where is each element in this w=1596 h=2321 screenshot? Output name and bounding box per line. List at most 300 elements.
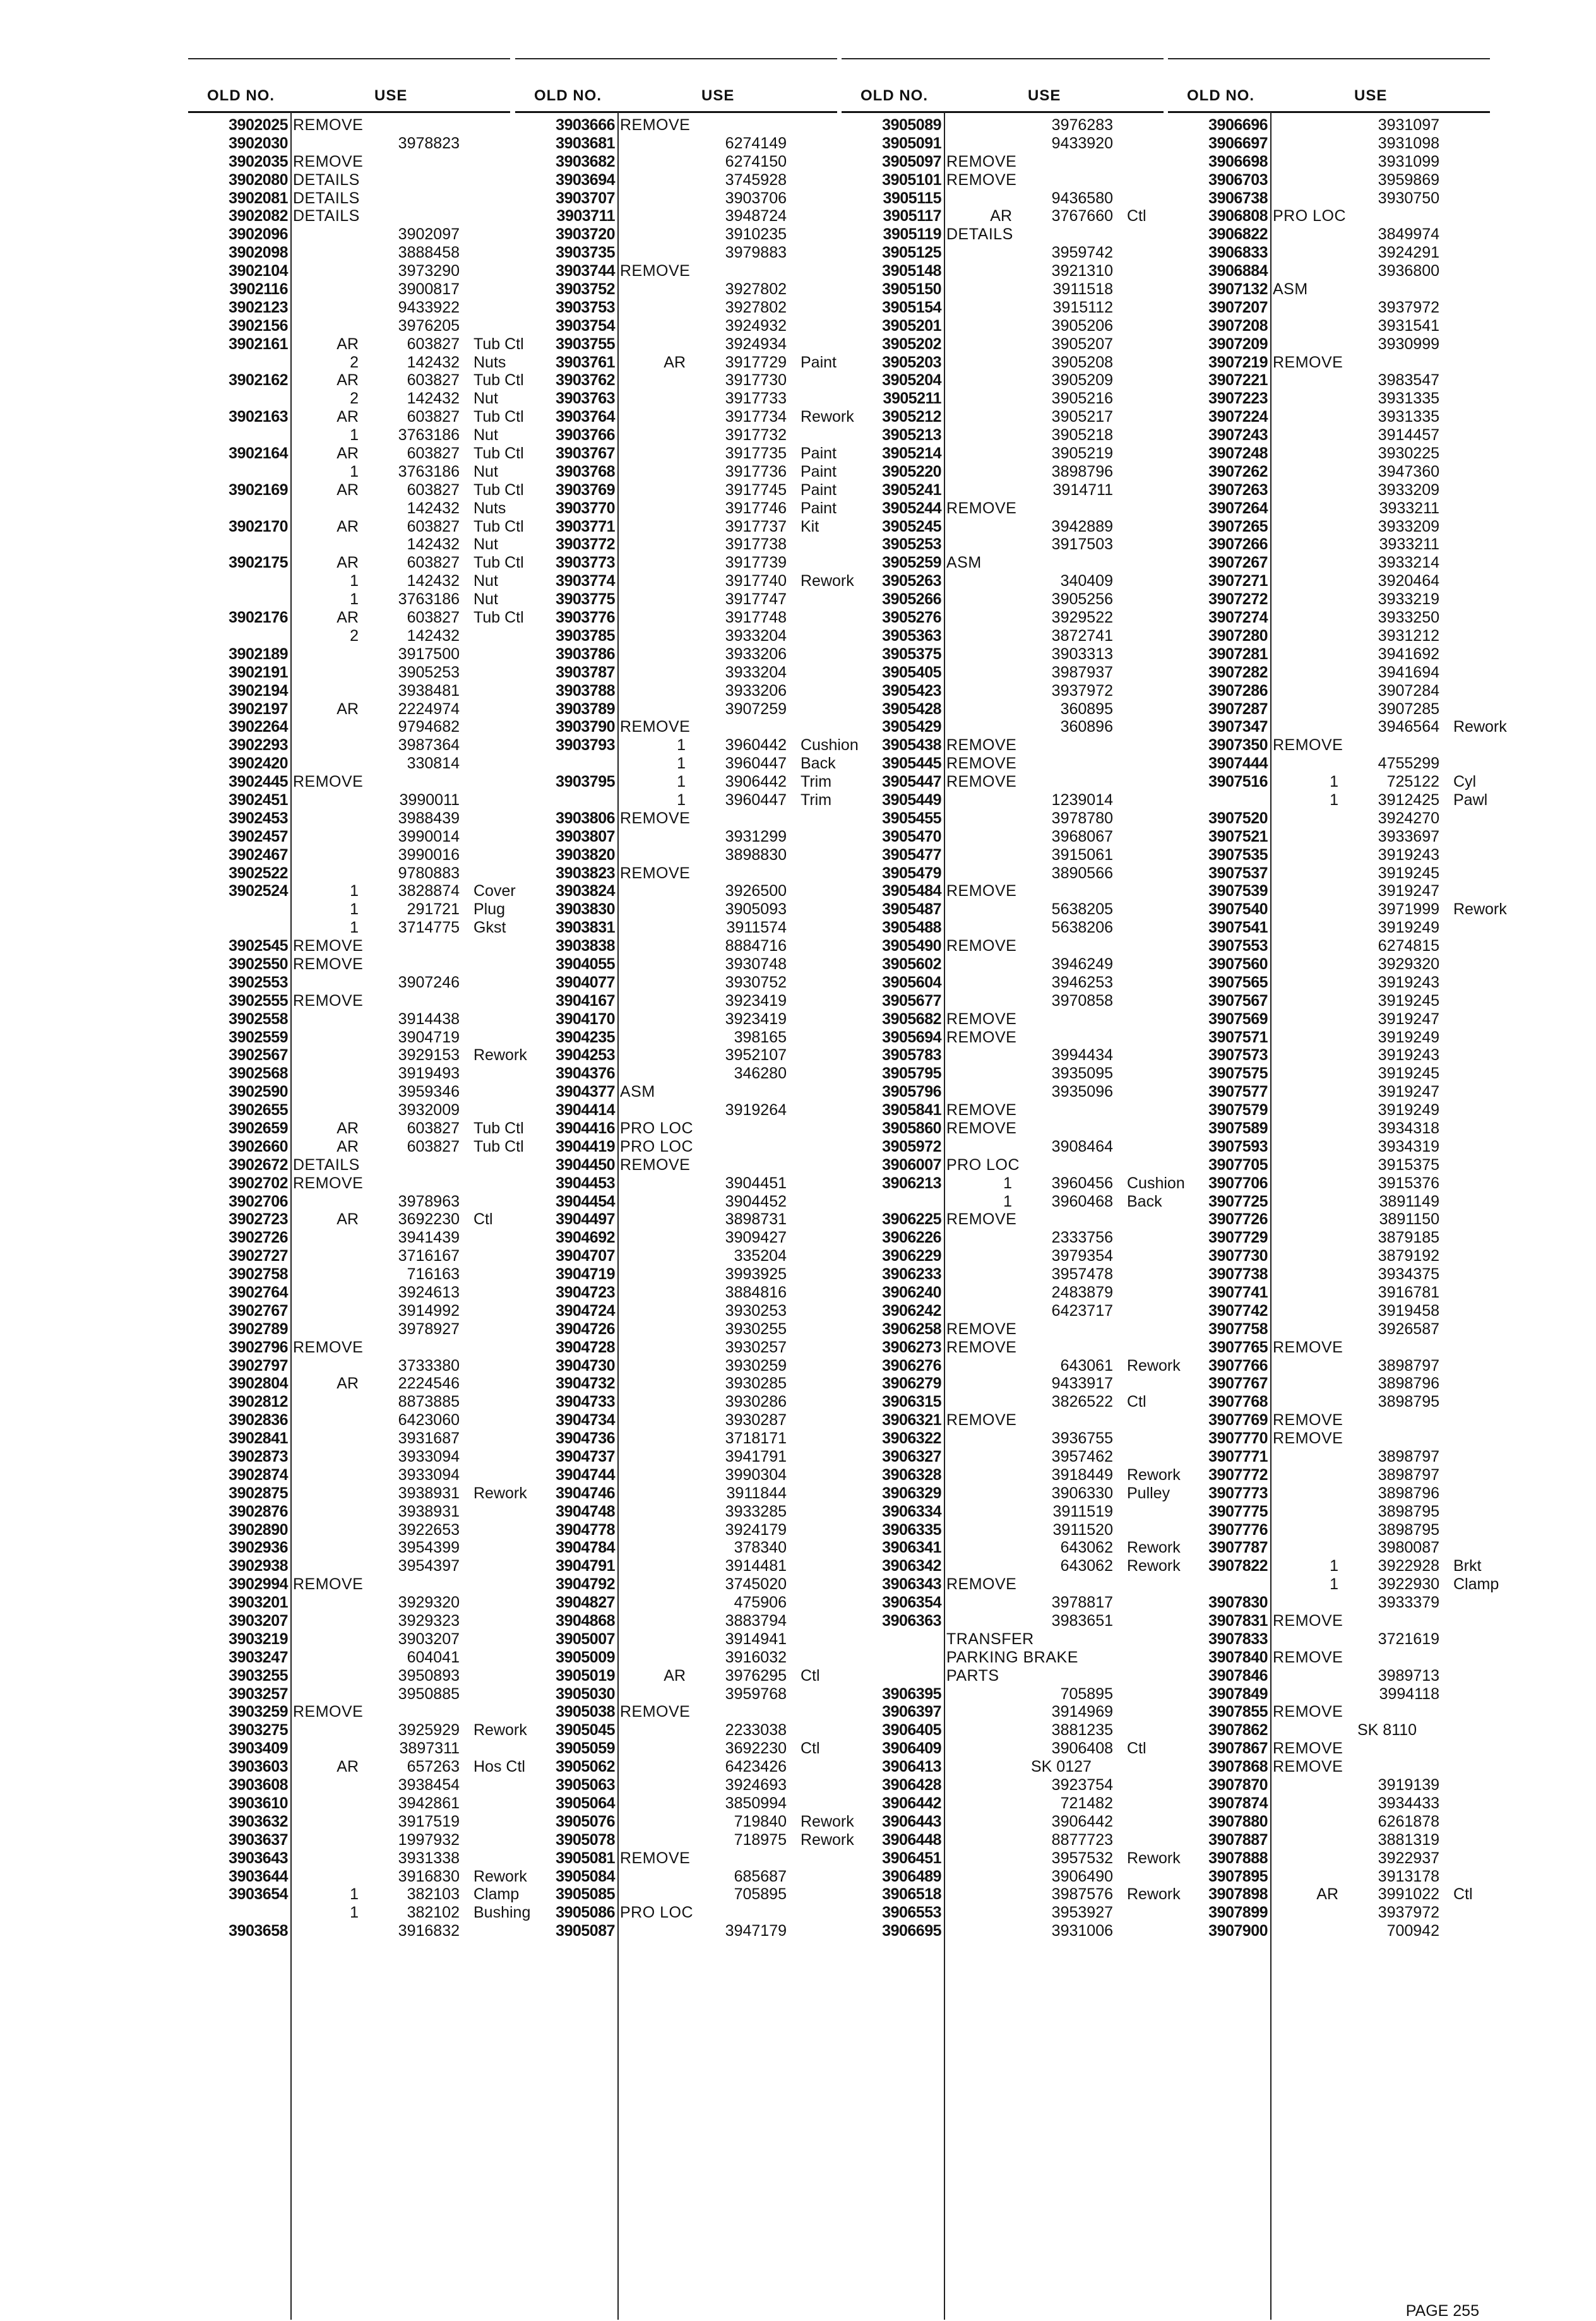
table-row — [515, 1448, 837, 1466]
old-number: 3906553 — [882, 1904, 941, 1922]
usage-note: Rework — [473, 1721, 527, 1739]
status-keyword: REMOVE — [946, 1028, 1017, 1046]
status-keyword: REMOVE — [620, 1703, 691, 1721]
table-row — [1168, 371, 1490, 390]
table-row — [515, 426, 837, 445]
old-number: 3905244 — [882, 499, 941, 517]
table-row — [1168, 280, 1490, 299]
usage-note: Rework — [1453, 900, 1507, 919]
replacement-part: 3938481 — [398, 681, 460, 700]
quantity: AR — [336, 445, 359, 463]
table-row — [188, 664, 510, 682]
old-number: 3906696 — [1208, 116, 1268, 134]
table-row — [842, 955, 1164, 974]
old-number: 3902706 — [229, 1192, 288, 1210]
table-row — [188, 736, 510, 755]
status-keyword: REMOVE — [946, 1411, 1017, 1429]
replacement-part: 3959742 — [1051, 244, 1113, 262]
replacement-part: 3763186 — [398, 462, 460, 480]
replacement-part: 3952107 — [725, 1046, 787, 1065]
table-row — [515, 1594, 837, 1612]
old-number: 3907867 — [1208, 1739, 1268, 1758]
old-number: 3907855 — [1208, 1703, 1268, 1721]
table-row — [842, 1193, 1164, 1211]
replacement-part: 3900817 — [398, 280, 460, 299]
usage-note: Rework — [801, 1830, 854, 1849]
table-row — [515, 1466, 837, 1484]
table-row — [1168, 1849, 1490, 1868]
status-keyword: PRO LOC — [620, 1137, 694, 1155]
old-number: 3907874 — [1208, 1794, 1268, 1812]
table-row — [842, 974, 1164, 992]
replacement-part: 3924179 — [725, 1520, 787, 1539]
old-number: 3903820 — [556, 845, 615, 864]
usage-note: Tub Ctl — [473, 371, 524, 390]
table-row — [515, 1812, 854, 1831]
old-number: 3903259 — [229, 1703, 288, 1721]
old-number: 3904414 — [556, 1101, 615, 1119]
replacement-part: 3919245 — [1378, 991, 1439, 1010]
status-keyword: REMOVE — [620, 116, 691, 134]
old-number: 3907741 — [1208, 1284, 1268, 1301]
old-number: 3904376 — [556, 1065, 615, 1083]
replacement-part: 3935096 — [1051, 1083, 1113, 1101]
replacement-part: 3917503 — [1051, 535, 1113, 554]
table-row — [515, 244, 837, 262]
old-number: 3905081 — [556, 1849, 615, 1867]
table-row — [188, 426, 510, 445]
old-number: 3905860 — [882, 1119, 941, 1137]
table-row — [515, 1065, 837, 1083]
old-number: 3903762 — [556, 371, 615, 390]
replacement-part: 3959346 — [398, 1083, 460, 1101]
table-row — [1168, 134, 1490, 153]
replacement-part: 603827 — [407, 408, 460, 426]
old-number: 3907725 — [1208, 1192, 1268, 1210]
replacement-part: 3898796 — [1378, 1484, 1439, 1502]
table-row — [1168, 1466, 1490, 1484]
replacement-part: 3872741 — [1051, 626, 1113, 645]
table-row — [1168, 1612, 1490, 1630]
replacement-part: 3978823 — [398, 134, 460, 152]
table-row — [188, 299, 510, 317]
replacement-part: 685687 — [734, 1867, 787, 1885]
old-number: 3902764 — [229, 1284, 288, 1301]
old-number: 3907224 — [1208, 408, 1268, 426]
table-row — [515, 645, 837, 664]
old-number: 3902123 — [229, 298, 288, 316]
table-row — [1168, 1284, 1490, 1302]
old-number: 3902293 — [229, 736, 288, 755]
old-number: 3905085 — [556, 1885, 615, 1904]
table-row — [842, 1484, 1170, 1503]
table-row — [842, 846, 1164, 864]
status-keyword: DETAILS — [293, 189, 360, 207]
usage-note: Cyl — [1453, 773, 1477, 791]
old-number: 3905115 — [883, 189, 941, 207]
table-row — [1168, 791, 1490, 809]
replacement-part: 3733380 — [398, 1356, 460, 1375]
old-number: 3905009 — [556, 1648, 615, 1666]
table-row — [515, 299, 837, 317]
table-row — [1168, 225, 1490, 244]
usage-note: Tub Ctl — [473, 1137, 524, 1155]
old-number: 3907767 — [1208, 1375, 1268, 1393]
old-number: 3906808 — [1208, 207, 1268, 225]
table-row — [842, 1229, 1164, 1247]
old-number: 3907207 — [1208, 298, 1268, 316]
replacement-part: 3933214 — [1378, 554, 1439, 572]
replacement-part: 3930225 — [1378, 445, 1439, 463]
old-number: 3906397 — [882, 1703, 941, 1721]
replacement-part: 3937972 — [1378, 298, 1439, 316]
table-row — [515, 609, 837, 627]
replacement-part: 3924934 — [725, 335, 787, 353]
old-number: 3905150 — [882, 280, 941, 299]
usage-note: Ctl — [473, 1210, 493, 1229]
old-number: 3906442 — [882, 1794, 941, 1812]
old-number: 3905455 — [882, 809, 941, 827]
old-number: 3903694 — [556, 170, 615, 189]
usage-note: Cushion — [801, 736, 859, 755]
old-number: 3905484 — [882, 882, 941, 900]
table-row — [515, 773, 837, 791]
old-number: 3903603 — [229, 1758, 288, 1776]
replacement-part: 3906330 — [1051, 1484, 1113, 1502]
replacement-part: 3917740 — [725, 572, 787, 590]
table-row — [1168, 1885, 1490, 1904]
replacement-part: 3931299 — [725, 827, 787, 845]
old-number: 3903824 — [556, 882, 615, 900]
replacement-part: 3983651 — [1051, 1612, 1113, 1630]
old-number: 3903409 — [229, 1739, 288, 1758]
old-number: 3905086 — [556, 1904, 615, 1922]
table-row — [188, 1539, 510, 1557]
replacement-part: 3881235 — [1051, 1721, 1113, 1739]
old-number: 3902558 — [229, 1010, 288, 1028]
table-row — [515, 1339, 837, 1357]
old-number: 3905084 — [556, 1867, 615, 1885]
table-row — [188, 1429, 510, 1448]
old-number: 3904724 — [556, 1301, 615, 1320]
replacement-part: 700942 — [1386, 1922, 1439, 1940]
old-number: 3902189 — [229, 645, 288, 663]
old-number: 3905062 — [556, 1758, 615, 1776]
table-row — [188, 134, 510, 153]
table-row — [188, 1758, 525, 1776]
old-number: 3903643 — [229, 1849, 288, 1867]
old-number: 3903772 — [556, 535, 615, 554]
status-keyword: REMOVE — [293, 152, 364, 170]
table-row — [515, 664, 837, 682]
replacement-part: 3919264 — [725, 1101, 787, 1119]
old-number: 3903766 — [556, 426, 615, 445]
table-row — [188, 1210, 510, 1229]
replacement-part: 3919243 — [1378, 845, 1439, 864]
old-number: 3903776 — [556, 609, 615, 627]
table-row — [842, 1465, 1181, 1484]
status-keyword: REMOVE — [946, 1010, 1017, 1028]
table-row — [515, 937, 837, 955]
old-number: 3907593 — [1208, 1137, 1268, 1155]
table-row — [188, 244, 510, 262]
table-row — [188, 1575, 510, 1594]
table-row — [842, 499, 1164, 518]
replacement-part: 3925929 — [398, 1721, 460, 1739]
old-number: 3906395 — [882, 1685, 941, 1703]
table-row — [842, 1356, 1181, 1375]
table-row — [515, 919, 837, 937]
replacement-part: 3933211 — [1379, 535, 1439, 554]
old-number: 3906322 — [882, 1429, 941, 1448]
replacement-part: 142432 — [407, 626, 460, 645]
replacement-part: 3960447 — [725, 755, 787, 773]
table-row — [1168, 535, 1490, 554]
replacement-part: 603827 — [407, 480, 460, 499]
replacement-part: 3905206 — [1051, 316, 1113, 335]
replacement-part: 3915376 — [1378, 1174, 1439, 1192]
table-row — [1168, 664, 1490, 682]
old-number: 3907862 — [1208, 1721, 1268, 1739]
quantity: 2 — [350, 353, 359, 371]
old-number: 3903768 — [556, 462, 615, 480]
replacement-part: 3905208 — [1051, 353, 1113, 371]
old-number: 3907535 — [1208, 845, 1268, 864]
table-row — [188, 955, 510, 974]
replacement-part: 3716167 — [398, 1247, 460, 1265]
table-row — [842, 426, 1164, 445]
old-number: 3907770 — [1208, 1429, 1268, 1448]
old-number: 3904419 — [556, 1137, 615, 1155]
replacement-part: 3917736 — [725, 462, 787, 480]
replacement-part: 3931687 — [398, 1429, 460, 1448]
replacement-part: 9433920 — [1051, 134, 1113, 152]
table-row — [188, 645, 510, 664]
replacement-part: 3976283 — [1051, 116, 1113, 134]
table-row — [1168, 864, 1490, 883]
old-number: 3905445 — [882, 755, 941, 773]
replacement-part: 3898796 — [1378, 1375, 1439, 1393]
replacement-part: 3914711 — [1052, 480, 1113, 499]
table-row — [842, 481, 1164, 499]
old-number: 3906354 — [882, 1594, 941, 1612]
replacement-part: 719840 — [734, 1812, 787, 1830]
status-keyword: REMOVE — [946, 1119, 1017, 1137]
replacement-part: 3898797 — [1378, 1356, 1439, 1375]
old-number: 3905266 — [882, 590, 941, 609]
replacement-part: 3941439 — [398, 1229, 460, 1247]
table-row — [842, 828, 1164, 846]
table-row — [1168, 1575, 1499, 1594]
table-row — [1168, 1630, 1490, 1649]
quantity: 1 — [1330, 1557, 1338, 1575]
replacement-part: 3850994 — [725, 1794, 787, 1812]
usage-note: Rework — [473, 1046, 527, 1065]
replacement-part: 3989713 — [1378, 1666, 1439, 1685]
old-number: 3905019 — [556, 1666, 615, 1685]
replacement-part: 3917748 — [725, 609, 787, 627]
old-number: 3906341 — [882, 1539, 941, 1557]
table-row — [188, 1083, 510, 1101]
replacement-part: 643061 — [1060, 1356, 1113, 1375]
old-number: 3906703 — [1208, 170, 1268, 189]
old-number: 3902420 — [229, 755, 288, 773]
table-row — [515, 1229, 837, 1247]
replacement-part: 3937972 — [1051, 681, 1113, 700]
usage-note: Nut — [473, 535, 498, 554]
replacement-part: 3763186 — [398, 590, 460, 609]
old-number: 3903838 — [556, 937, 615, 955]
status-keyword: REMOVE — [946, 1320, 1017, 1338]
old-number: 3907899 — [1208, 1904, 1268, 1922]
status-keyword: DETAILS — [946, 225, 1013, 244]
table-row — [1168, 1758, 1490, 1776]
replacement-part: 3930748 — [725, 955, 787, 973]
replacement-part: 3959768 — [725, 1685, 787, 1703]
replacement-part: 3908464 — [1051, 1137, 1113, 1155]
replacement-part: 3990011 — [399, 791, 460, 809]
replacement-part: 3907284 — [1378, 681, 1439, 700]
old-number: 3903790 — [556, 718, 615, 736]
replacement-part: 6274815 — [1378, 937, 1439, 955]
replacement-part: 3934319 — [1378, 1137, 1439, 1155]
replacement-part: 3924270 — [1378, 809, 1439, 827]
table-row — [1168, 1029, 1490, 1047]
old-number: 3907537 — [1208, 864, 1268, 882]
old-number: 3906225 — [882, 1210, 941, 1229]
table-row — [515, 1776, 837, 1794]
status-keyword: REMOVE — [1273, 1703, 1343, 1721]
usage-note: Cushion — [1127, 1174, 1185, 1192]
replacement-part: 3915061 — [1051, 845, 1113, 864]
table-row — [188, 499, 510, 518]
status-keyword: PRO LOC — [620, 1904, 694, 1922]
replacement-part: 3929320 — [1378, 955, 1439, 973]
replacement-part: 346280 — [734, 1065, 787, 1083]
table-row — [842, 1119, 1164, 1138]
old-number: 3902175 — [229, 554, 288, 572]
replacement-part: 3906490 — [1051, 1867, 1113, 1885]
old-number: 3903608 — [229, 1776, 288, 1794]
old-number: 3907209 — [1208, 335, 1268, 353]
old-number: 3905097 — [882, 152, 941, 170]
old-number: 3905148 — [882, 262, 941, 280]
usage-note: Paint — [801, 499, 837, 517]
old-number: 3902874 — [229, 1465, 288, 1484]
status-keyword: REMOVE — [293, 1174, 364, 1192]
old-number: 3903681 — [556, 134, 615, 152]
table-row — [1168, 1138, 1490, 1156]
replacement-part: 142432 — [407, 390, 460, 408]
replacement-part: 3916032 — [725, 1648, 787, 1666]
usage-note: Rework — [801, 572, 854, 590]
table-row — [1168, 590, 1490, 609]
table-row — [842, 244, 1164, 262]
old-number: 3904692 — [556, 1229, 615, 1247]
replacement-part: 3926500 — [725, 882, 787, 900]
replacement-part: 6274149 — [725, 134, 787, 152]
usage-note: Rework — [1453, 718, 1507, 736]
replacement-part: 3907285 — [1378, 700, 1439, 718]
replacement-part: 3826522 — [1051, 1393, 1113, 1411]
table-row — [1168, 317, 1490, 335]
table-row — [1168, 171, 1490, 189]
old-number: 3903257 — [229, 1685, 288, 1703]
replacement-part: 3931335 — [1378, 390, 1439, 408]
replacement-part: 3911574 — [726, 919, 787, 937]
old-number: 3904778 — [556, 1520, 615, 1539]
old-number: 3905245 — [882, 517, 941, 535]
quantity: 1 — [350, 919, 359, 937]
row-list — [188, 116, 531, 1940]
old-number: 3906279 — [882, 1375, 941, 1393]
quantity: 1 — [677, 791, 686, 809]
replacement-part: 3978927 — [398, 1320, 460, 1338]
table-row — [1168, 1010, 1490, 1029]
table-row — [842, 664, 1164, 682]
replacement-part: 3933094 — [398, 1448, 460, 1466]
old-number: 3905087 — [556, 1922, 615, 1940]
old-number: 3906695 — [882, 1922, 941, 1940]
old-number: 3902994 — [229, 1575, 288, 1594]
table-row — [842, 590, 1164, 609]
table-row — [188, 1685, 510, 1703]
replacement-part: 603827 — [407, 1119, 460, 1137]
old-number: 3904791 — [556, 1557, 615, 1575]
table-row — [188, 1721, 527, 1739]
replacement-part: 3929320 — [398, 1594, 460, 1612]
replacement-part: 657263 — [407, 1758, 460, 1776]
replacement-part: 3917746 — [725, 499, 787, 517]
replacement-part: 3920464 — [1378, 572, 1439, 590]
replacement-part: 3924693 — [725, 1776, 787, 1794]
old-number: 3902555 — [229, 991, 288, 1010]
usage-note: Ctl — [1127, 1739, 1146, 1758]
replacement-part: 3971999 — [1378, 900, 1439, 919]
table-row — [1168, 773, 1490, 791]
replacement-part: 330814 — [407, 755, 460, 773]
replacement-part: 2333756 — [1051, 1229, 1113, 1247]
replacement-part: 3914941 — [725, 1630, 787, 1648]
usage-note: Ctl — [1453, 1885, 1473, 1904]
table-row — [842, 1904, 1164, 1922]
table-row — [188, 992, 510, 1010]
old-number: 3904055 — [556, 955, 615, 973]
status-keyword: REMOVE — [293, 991, 364, 1010]
status-keyword: REMOVE — [1273, 1429, 1343, 1448]
table-row — [842, 755, 1164, 773]
old-number: 3904792 — [556, 1575, 615, 1594]
old-number: 3902467 — [229, 845, 288, 864]
table-row — [188, 1411, 510, 1429]
table-row — [515, 1849, 837, 1868]
status-keyword: REMOVE — [946, 736, 1017, 755]
table-row — [188, 590, 510, 609]
table-row — [515, 262, 837, 280]
replacement-part: 3919247 — [1378, 882, 1439, 900]
old-number: 3907281 — [1208, 645, 1268, 663]
old-number: 3902702 — [229, 1174, 288, 1192]
replacement-part: 3987937 — [1051, 663, 1113, 681]
table-row — [842, 1557, 1181, 1575]
table-row — [842, 682, 1164, 700]
replacement-part: 3910235 — [725, 225, 787, 244]
usage-note: Rework — [1127, 1885, 1181, 1904]
replacement-part: 3931097 — [1378, 116, 1439, 134]
usage-note: Trim — [801, 773, 832, 791]
replacement-part: 3905093 — [725, 900, 787, 919]
replacement-part: 3902097 — [398, 225, 460, 244]
